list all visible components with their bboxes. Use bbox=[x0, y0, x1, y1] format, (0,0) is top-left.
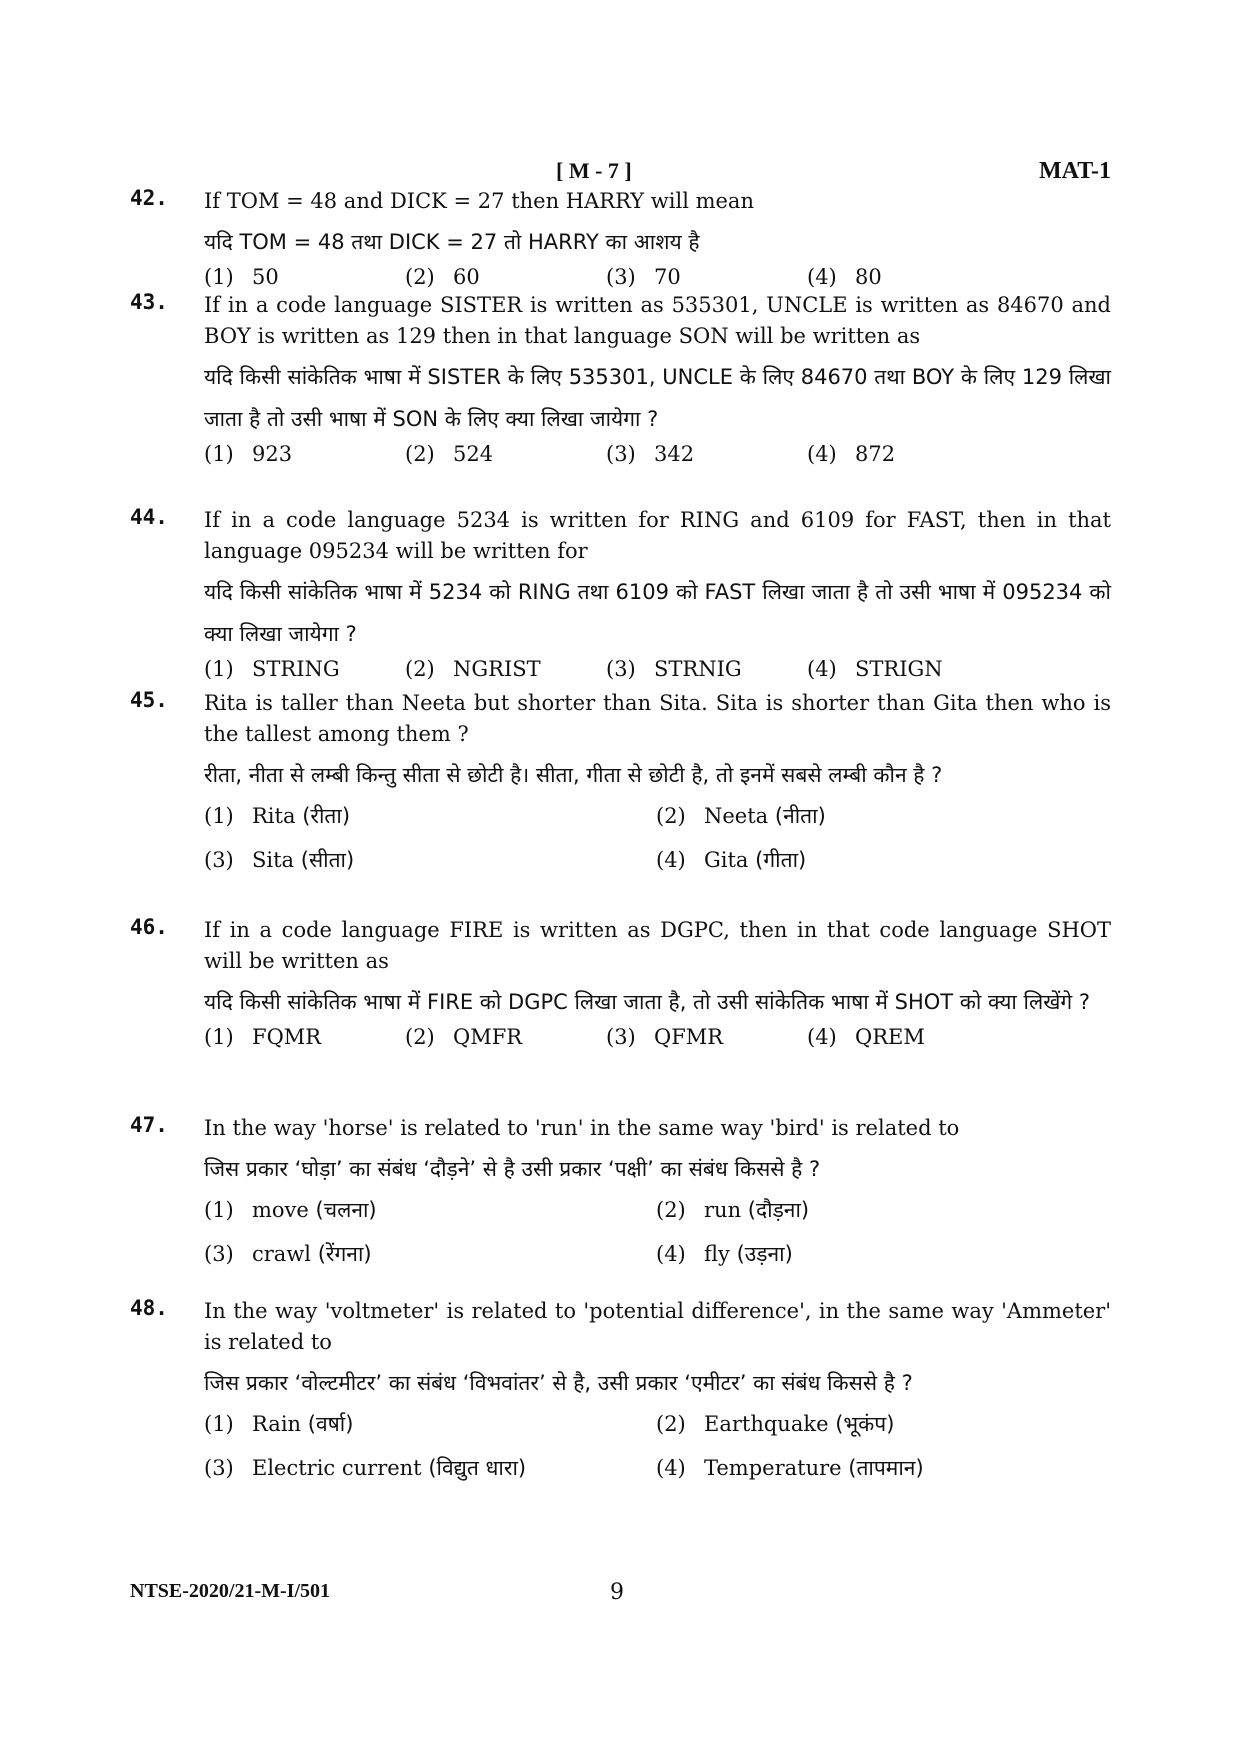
option-2[interactable]: (2) Earthquake (भूकंप) bbox=[656, 1412, 895, 1436]
page-number: 9 bbox=[610, 1580, 624, 1605]
page-footer bbox=[130, 1580, 1111, 1610]
option-1[interactable]: (1) Rain (वर्षा) bbox=[204, 1412, 354, 1436]
option-3[interactable]: (3) STRNIG bbox=[606, 657, 742, 681]
question-text-en: In the way 'horse' is related to 'run' in the same way 'bird' is related to bbox=[204, 1116, 960, 1140]
option-2[interactable]: (2) run (दौड़ना) bbox=[656, 1198, 810, 1222]
question-text-hi: यदि किसी सांकेतिक भाषा में 5234 को RING तथा 6109 को FAST लिखा जाता है तो उसी भाषा में 095234 को क्या लिखा जायेगा ? bbox=[204, 580, 1111, 646]
option-4[interactable]: (4) QREM bbox=[807, 1025, 925, 1049]
question-number: 47. bbox=[130, 1113, 168, 1137]
options-row-2 bbox=[204, 846, 1111, 890]
option-4[interactable]: (4) 80 bbox=[807, 265, 882, 289]
options-row-1 bbox=[204, 1196, 1111, 1240]
question-number: 46. bbox=[130, 915, 168, 939]
question-text-en: In the way 'voltmeter' is related to 'potential difference', in the same way 'Ammeter' is related to bbox=[204, 1299, 1111, 1354]
options-row-1 bbox=[204, 802, 1111, 846]
option-3[interactable]: (3) QFMR bbox=[606, 1025, 724, 1049]
option-4[interactable]: (4) Temperature (तापमान) bbox=[656, 1456, 924, 1480]
question-text-hi: रीता, नीता से लम्बी किन्तु सीता से छोटी है। सीता, गीता से छोटी है, तो इनमें सबसे लम्बी कौन है ? bbox=[204, 763, 943, 787]
series-label: MAT-1 bbox=[1039, 158, 1111, 184]
option-4[interactable]: (4) fly (उड़ना) bbox=[656, 1242, 793, 1266]
page-code: [ M - 7 ] bbox=[556, 158, 632, 183]
option-3[interactable]: (3) crawl (रेंगना) bbox=[204, 1242, 372, 1266]
option-3[interactable]: (3) Electric current (विद्युत धारा) bbox=[204, 1456, 527, 1480]
question-text-hi: जिस प्रकार ‘घोड़ा’ का संबंध ‘दौड़ने’ से है उसी प्रकार ‘पक्षी’ का संबंध किससे है ? bbox=[204, 1157, 821, 1181]
option-2[interactable]: (2) NGRIST bbox=[405, 657, 541, 681]
options-row-2 bbox=[204, 1240, 1111, 1284]
question-text-en: If in a code language 5234 is written for RING and 6109 for FAST, then in that language 095234 will be written for bbox=[204, 508, 1111, 563]
option-1[interactable]: (1) move (चलना) bbox=[204, 1198, 377, 1222]
option-3[interactable]: (3) 342 bbox=[606, 442, 695, 466]
question-text-en: If in a code language FIRE is written as DGPC, then in that code language SHOT will be written as bbox=[204, 918, 1111, 973]
options bbox=[204, 657, 1111, 687]
question-text-en: If in a code language SISTER is written as 535301, UNCLE is written as 84670 and BOY is written as 129 then in that language SON will be written as bbox=[204, 293, 1111, 348]
options bbox=[204, 1025, 1111, 1055]
question-text-hi: यदि किसी सांकेतिक भाषा में FIRE को DGPC लिखा जाता है, तो उसी सांकेतिक भाषा में SHOT को क्या लिखेंगे ? bbox=[204, 990, 1091, 1014]
option-2[interactable]: (2) 60 bbox=[405, 265, 480, 289]
options-row-1 bbox=[204, 1410, 1111, 1454]
question-text-en: Rita is taller than Neeta but shorter than Sita. Sita is shorter than Gita then who is the tallest among them ? bbox=[204, 691, 1111, 746]
question-number: 42. bbox=[130, 186, 168, 210]
option-1[interactable]: (1) FQMR bbox=[204, 1025, 322, 1049]
paper-code: NTSE-2020/21-M-I/501 bbox=[130, 1580, 330, 1602]
page-header bbox=[0, 158, 1241, 188]
option-1[interactable]: (1) 50 bbox=[204, 265, 279, 289]
option-2[interactable]: (2) 524 bbox=[405, 442, 494, 466]
question-number: 48. bbox=[130, 1296, 168, 1320]
option-2[interactable]: (2) QMFR bbox=[405, 1025, 523, 1049]
option-3[interactable]: (3) Sita (सीता) bbox=[204, 848, 355, 872]
question-text-hi: यदि TOM = 48 तथा DICK = 27 तो HARRY का आशय है bbox=[204, 230, 700, 254]
option-2[interactable]: (2) Neeta (नीता) bbox=[656, 804, 826, 828]
option-4[interactable]: (4) STRIGN bbox=[807, 657, 943, 681]
option-4[interactable]: (4) Gita (गीता) bbox=[656, 848, 807, 872]
question-number: 45. bbox=[130, 688, 168, 712]
option-1[interactable]: (1) 923 bbox=[204, 442, 293, 466]
option-4[interactable]: (4) 872 bbox=[807, 442, 896, 466]
question-text-hi: यदि किसी सांकेतिक भाषा में SISTER के लिए 535301, UNCLE के लिए 84670 तथा BOY के लिए 129 लिखा जाता है तो उसी भाषा में SON के लिए क्या लिखा जायेगा ? bbox=[204, 365, 1111, 431]
option-3[interactable]: (3) 70 bbox=[606, 265, 681, 289]
option-1[interactable]: (1) STRING bbox=[204, 657, 340, 681]
option-1[interactable]: (1) Rita (रीता) bbox=[204, 804, 351, 828]
options-row-2 bbox=[204, 1454, 1111, 1498]
question-number: 43. bbox=[130, 290, 168, 314]
question-text-en: If TOM = 48 and DICK = 27 then HARRY will mean bbox=[204, 189, 754, 213]
options bbox=[204, 442, 1111, 472]
question-number: 44. bbox=[130, 505, 168, 529]
question-text-hi: जिस प्रकार ‘वोल्टमीटर’ का संबंध ‘विभवांतर’ से है, उसी प्रकार ‘एमीटर’ का संबंध किससे है ? bbox=[204, 1371, 913, 1395]
